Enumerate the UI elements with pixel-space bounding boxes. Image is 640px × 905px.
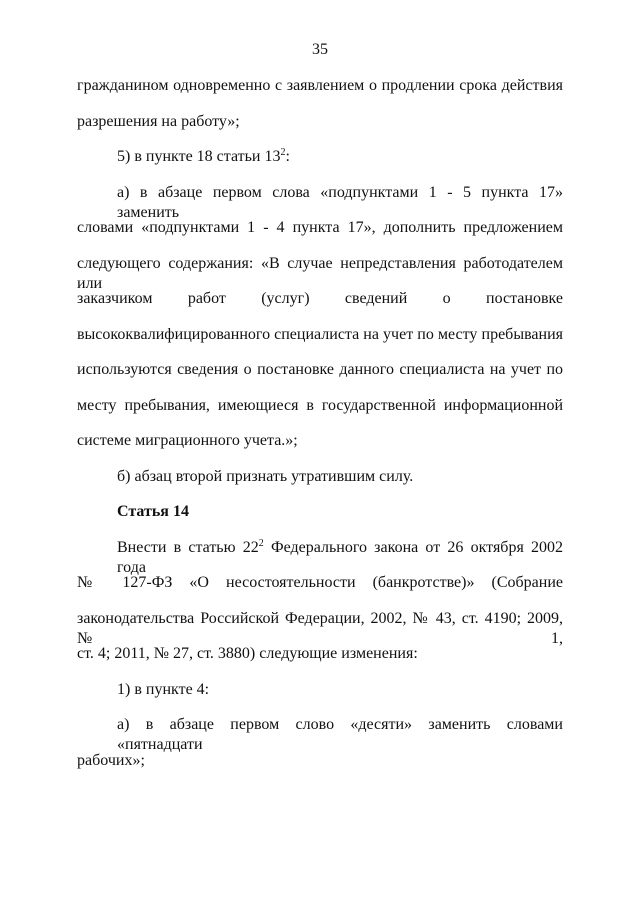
- document-body: [77, 76, 563, 786]
- text-line: № 127-ФЗ «О несостоятельности (банкротстве)» (Собрание: [77, 574, 563, 591]
- text-line: следующего содержания: «В случае непредставления работодателем или: [77, 254, 563, 292]
- text-fragment: Федерального закона от 26 октября 2002 года: [117, 538, 563, 576]
- text-line: рабочих»;: [77, 751, 145, 769]
- text-line: месту пребывания, имеющиеся в государственной информационной: [77, 396, 563, 414]
- article-intro: [77, 538, 563, 574]
- text-line: высококвалифицированного специалиста на учет по месту пребывания: [77, 325, 563, 343]
- text-line: гражданином одновременно с заявлением о продлении срока действия: [77, 77, 563, 94]
- text-line: системе миграционного учета.»;: [77, 432, 298, 449]
- text-line: б) абзац второй признать утратившим силу.: [117, 467, 414, 485]
- text-line: 1) в пункте 4:: [117, 680, 210, 698]
- superscript: 2: [258, 537, 264, 549]
- text-line: заказчиком работ (услуг) сведений о постановке: [77, 290, 563, 307]
- text-fragment: 5) в пункте 18 статьи 13: [117, 148, 281, 165]
- page-number: 35: [312, 41, 328, 58]
- text-line: используются сведения о постановке данного специалиста на учет по: [77, 361, 563, 378]
- text-line: разрешения на работу»;: [77, 112, 240, 130]
- list-item-5: [77, 147, 563, 183]
- superscript: 2: [280, 147, 286, 158]
- text-line: словами «подпунктами 1 - 4 пункта 17», дополнить предложением: [77, 219, 563, 236]
- text-fragment: Внести в статью 22: [117, 538, 259, 556]
- text-line: ст. 4; 2011, № 27, ст. 3880) следующие изменения:: [77, 645, 418, 662]
- text-line: а) в абзаце первом слово «десяти» заменить словами «пятнадцати: [117, 716, 563, 753]
- text-fragment: :: [285, 148, 290, 165]
- text-line: законодательства Российской Федерации, 2002, № 43, ст. 4190; 2009, № 1,: [77, 609, 563, 647]
- article-heading: Статья 14: [117, 503, 189, 520]
- text-line: а) в абзаце первом слова «подпунктами 1 - 5 пункта 17» заменить: [117, 183, 563, 221]
